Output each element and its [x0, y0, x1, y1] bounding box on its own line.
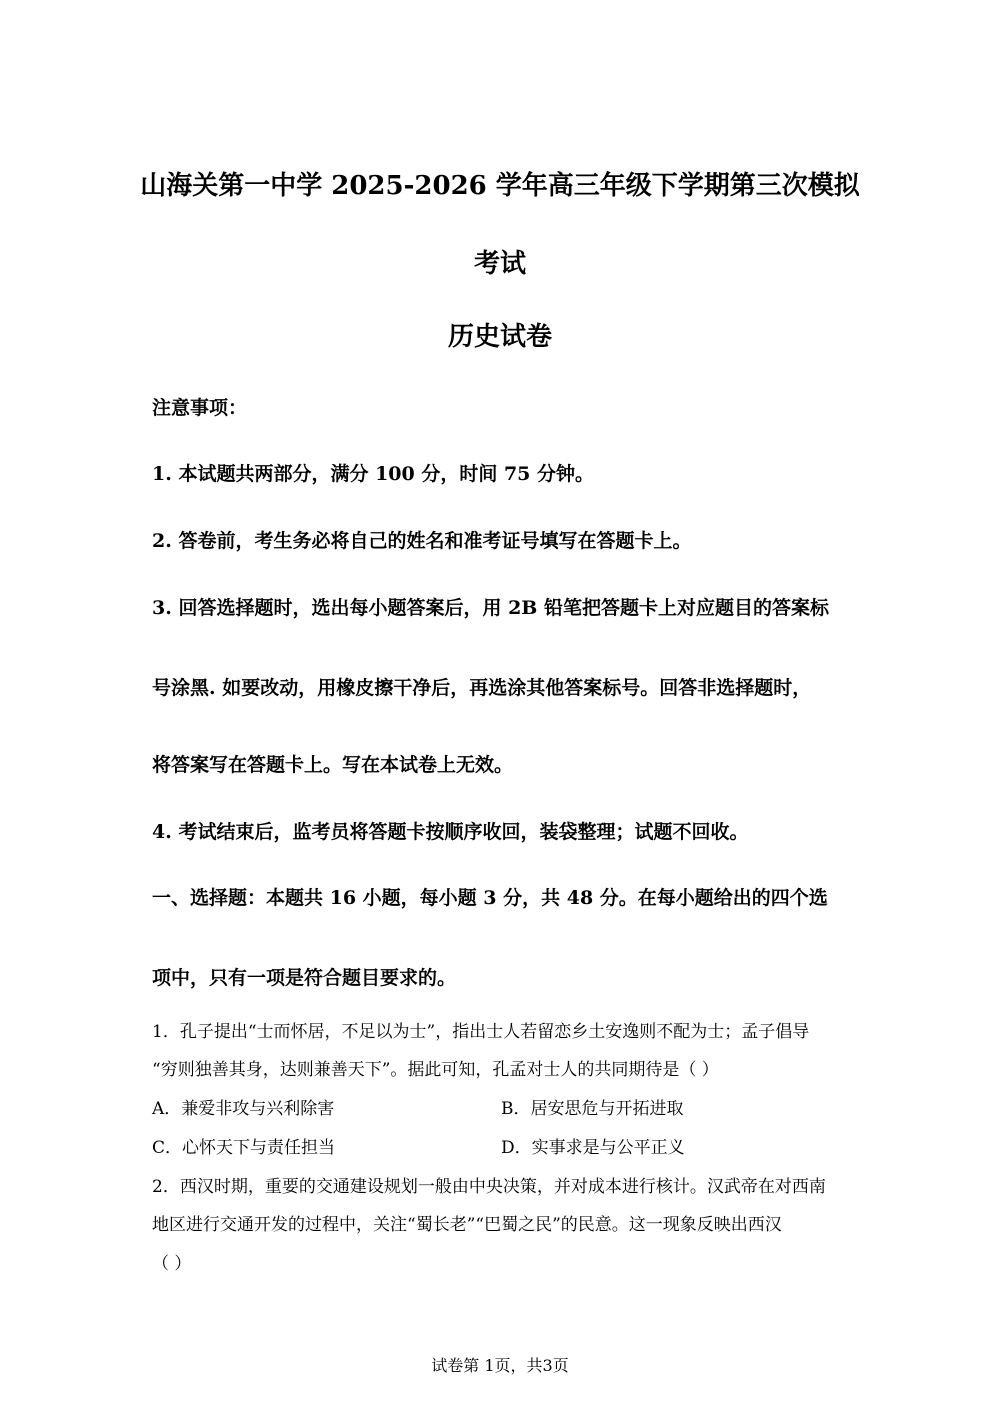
page-footer: 试卷第 1页，共3页 — [431, 1356, 569, 1375]
notice-item-1: 1. 本试题共两部分，满分 100 分，时间 75 分钟。 — [152, 463, 595, 485]
section-heading-line1: 一、选择题：本题共 16 小题，每小题 3 分，共 48 分。在每小题给出的四个选 — [152, 887, 828, 909]
notice-heading: 注意事项： — [152, 397, 248, 419]
question-1-stem-line2: “穷则独善其身，达则兼善天下”。据此可知，孔孟对士人的共同期待是（ ） — [152, 1060, 719, 1080]
notice-item-3-line1: 3. 回答选择题时，选出每小题答案后，用 2B 铅笔把答题卡上对应题目的答案标 — [152, 597, 829, 619]
question-1-option-a: A．兼爱非攻与兴利除害 — [152, 1099, 335, 1119]
notice-item-3-line2: 号涂黑. 如要改动，用橡皮擦干净后，再选涂其他答案标号。回答非选择题时， — [152, 677, 812, 699]
notice-item-4: 4. 考试结束后，监考员将答题卡按顺序收回，装袋整理；试题不回收。 — [152, 821, 749, 843]
question-1-option-d: D．实事求是与公平正义 — [501, 1138, 685, 1158]
section-heading-line2: 项中，只有一项是符合题目要求的。 — [152, 967, 457, 989]
question-1-option-c: C．心怀天下与责任担当 — [152, 1138, 336, 1158]
exam-title-line2: 考试 — [473, 249, 526, 279]
question-1-stem-line1: 1．孔子提出“士而怀居，不足以为士”，指出士人若留恋乡土安逸则不配为士；孟子倡导 — [152, 1022, 810, 1042]
question-2-stem-line2: 地区进行交通开发的过程中，关注“蜀长老”“巴蜀之民”的民意。这一现象反映出西汉 — [152, 1215, 782, 1235]
exam-title-line1: 山海关第一中学 2025-2026 学年高三年级下学期第三次模拟 — [140, 171, 860, 201]
question-1-option-b: B．居安思危与开拓进取 — [501, 1099, 684, 1119]
question-2-stem-line3: （ ） — [152, 1254, 192, 1274]
notice-item-3-line3: 将答案写在答题卡上。写在本试卷上无效。 — [152, 754, 514, 776]
notice-item-2: 2. 答卷前，考生务必将自己的姓名和准考证号填写在答题卡上。 — [152, 530, 692, 552]
subject-title: 历史试卷 — [447, 322, 552, 352]
question-2-stem-line1: 2．西汉时期，重要的交通建设规划一般由中央决策，并对成本进行核计。汉武帝在对西南 — [152, 1177, 826, 1197]
